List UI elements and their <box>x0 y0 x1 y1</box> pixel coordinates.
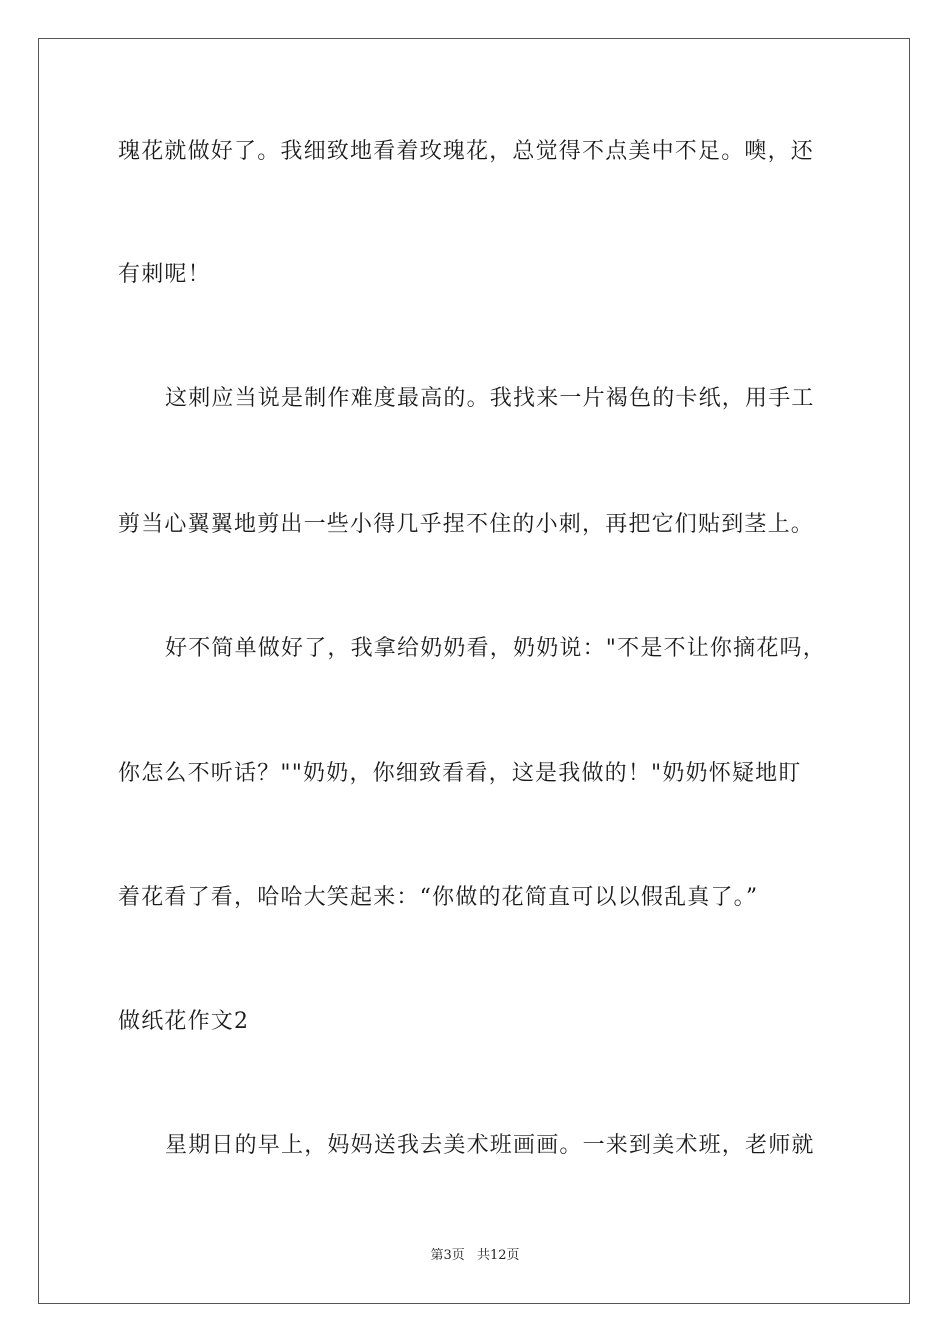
paragraph-line: 有刺呢！ <box>118 262 211 287</box>
paragraph-line: 剪当心翼翼地剪出一些小得几乎捏不住的小刺，再把它们贴到茎上。 <box>118 512 815 537</box>
page-footer <box>0 1247 950 1265</box>
paragraph-line: 你怎么不听话？""奶奶，你细致看看，这是我做的！"奶奶怀疑地盯 <box>118 761 802 786</box>
page-number: 第3页 <box>430 1248 465 1263</box>
paragraph-line: 这刺应当说是制作难度最高的。我找来一片褐色的卡纸，用手工 <box>165 386 815 411</box>
paragraph-line: 瑰花就做好了。我细致地看着玫瑰花，总觉得不点美中不足。噢，还 <box>118 139 815 164</box>
paragraph-line: 好不简单做好了，我拿给奶奶看，奶奶说："不是不让你摘花吗， <box>165 636 826 661</box>
page-border <box>38 38 910 1304</box>
page-total: 共12页 <box>476 1248 520 1263</box>
paragraph-line: 星期日的早上，妈妈送我去美术班画画。一来到美术班，老师就 <box>165 1133 815 1158</box>
paragraph-line: 着花看了看，哈哈大笑起来：“你做的花简直可以以假乱真了。” <box>118 885 759 910</box>
section-heading: 做纸花作文2 <box>118 1009 250 1034</box>
